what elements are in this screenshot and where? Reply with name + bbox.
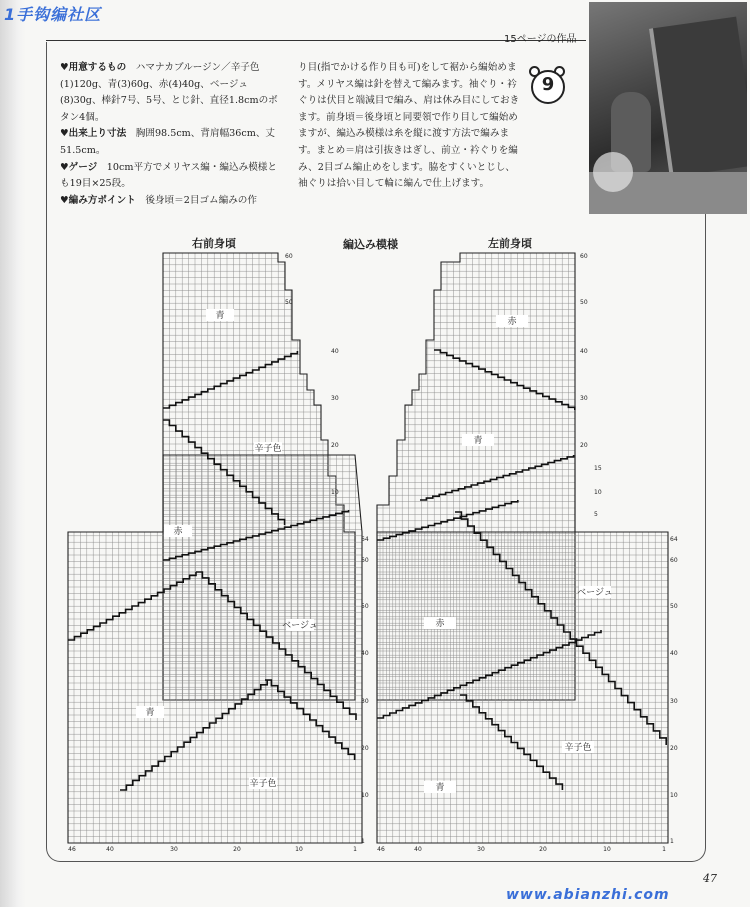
method-item: ♥編み方ポイント 後身頃＝2目ゴム編みの作 xyxy=(60,194,257,206)
rf-row-tick-lower: 40 xyxy=(361,650,369,657)
rf-row-tick-lower: 20 xyxy=(361,745,369,752)
lf-color-label: 辛子色 xyxy=(564,743,592,753)
rf-stitch-tick: 30 xyxy=(170,846,178,853)
rf-row-tick-lower: 50 xyxy=(361,603,369,610)
rf-stitch-tick: 10 xyxy=(295,846,303,853)
page-number: 47 xyxy=(703,872,717,885)
size-item: ♥出来上り寸法 胸囲98.5cm、背肩幅36cm、丈51.5cm。 xyxy=(60,128,276,156)
lf-stitch-tick: 40 xyxy=(414,846,422,853)
rf-row-tick-lower: 10 xyxy=(361,792,369,799)
rf-row-tick-upper: 30 xyxy=(331,395,339,402)
lf-row-tick-upper: 40 xyxy=(580,348,588,355)
right-front-upper-gridlines xyxy=(163,253,355,700)
lf-row-tick-upper: 15 xyxy=(594,465,602,472)
rf-row-tick-lower: 60 xyxy=(361,557,369,564)
right-front-upper-grid xyxy=(163,253,355,700)
materials-item: ♥用意するもの ハマナカブルージン／辛子色(1)120g、青(3)60g、赤(4)40g、ベージュ(8)30g、棒針7号、5号、とじ針、直径1.8cmのボタン4個。 xyxy=(60,62,278,123)
lf-stitch-tick: 1 xyxy=(662,846,666,853)
rf-color-label: 青 xyxy=(215,311,225,321)
lf-color-label: 赤 xyxy=(507,317,517,327)
rf-color-label: 赤 xyxy=(173,527,183,537)
rf-color-label: 辛子色 xyxy=(249,779,277,789)
rf-stitch-tick: 20 xyxy=(233,846,241,853)
right-front-title: 右前身頃 xyxy=(192,237,236,250)
lf-boundary-6 xyxy=(460,695,562,790)
watermark-top: 1手钩编社区 xyxy=(4,5,102,24)
left-front-title: 左前身頃 xyxy=(488,237,532,250)
rf-row-tick-upper: 50 xyxy=(285,299,293,306)
lf-row-tick-lower: 30 xyxy=(670,698,678,705)
rf-stitch-tick: 46 xyxy=(68,846,76,853)
lf-row-tick-upper: 60 xyxy=(580,253,588,260)
lf-row-tick-lower: 64 xyxy=(670,536,678,543)
lf-row-tick-upper: 10 xyxy=(594,489,602,496)
lf-color-label: 赤 xyxy=(435,619,445,629)
rf-stitch-tick: 40 xyxy=(106,846,114,853)
rf-boundary-6 xyxy=(120,680,267,790)
rf-boundary-1 xyxy=(163,351,297,408)
rf-row-tick-lower: 30 xyxy=(361,698,369,705)
lf-color-label: 青 xyxy=(473,436,483,446)
lf-boundary-2 xyxy=(420,455,574,500)
page-reference: 15ページの作品 xyxy=(504,34,577,45)
lf-boundary-4 xyxy=(455,512,666,745)
lf-color-label: ベージュ xyxy=(577,588,613,598)
lf-stitch-tick: 20 xyxy=(539,846,547,853)
watermark-bottom: www.abianzhi.com xyxy=(506,887,670,903)
lf-color-label: 青 xyxy=(435,783,445,793)
lf-stitch-tick: 10 xyxy=(603,846,611,853)
info-right-column: り目(指でかける作り目も可)をして裾から編始めます。メリヤス編は針を替えて編みます。袖ぐり・衿ぐりは伏目と端減目で編み、肩は休み目にしておきます。前身頃＝後身頃と同要領で作り目して編始めますが、編込み模様は糸を縦に渡す方法で編みます。まとめ＝肩は引抜きはぎし、前立・衿ぐりを編み、2目ゴム編止めをします。脇をすくいとじし、袖ぐりは拾い目して輪に編んで仕上げます。 xyxy=(298,62,520,190)
rf-color-label: 青 xyxy=(145,708,155,718)
rf-color-label: ベージュ xyxy=(282,621,318,631)
rf-row-tick-upper: 40 xyxy=(331,348,339,355)
lf-row-tick-lower: 1 xyxy=(670,838,674,845)
lf-row-tick-lower: 60 xyxy=(670,557,678,564)
rf-boundary-7 xyxy=(265,680,355,760)
lf-stitch-tick: 46 xyxy=(377,846,385,853)
lf-stitch-tick: 30 xyxy=(477,846,485,853)
lf-row-tick-lower: 10 xyxy=(670,792,678,799)
rf-stitch-tick: 1 xyxy=(353,846,357,853)
lf-row-tick-upper: 5 xyxy=(594,511,598,518)
lf-row-tick-lower: 50 xyxy=(670,603,678,610)
rf-row-tick-upper: 60 xyxy=(285,253,293,260)
lf-row-tick-upper: 30 xyxy=(580,395,588,402)
design-number: 9 xyxy=(541,74,555,95)
rf-color-label: 辛子色 xyxy=(254,444,282,454)
rf-row-tick-upper: 20 xyxy=(331,442,339,449)
gauge-item: ♥ゲージ 10cm平方でメリヤス編・編込み模様とも19目×25段。 xyxy=(60,161,277,190)
rf-row-tick-lower: 64 xyxy=(361,536,369,543)
lf-row-tick-upper: 20 xyxy=(580,442,588,449)
rf-row-tick-upper: 10 xyxy=(331,489,339,496)
lf-row-tick-lower: 20 xyxy=(670,745,678,752)
rf-boundary-5 xyxy=(196,572,356,720)
rf-row-tick-lower: 1 xyxy=(361,838,365,845)
rf-boundary-2 xyxy=(163,420,285,525)
pattern-title: 編込み模様 xyxy=(343,238,398,251)
lf-boundary-3 xyxy=(377,500,518,540)
lf-row-tick-upper: 50 xyxy=(580,299,588,306)
lf-row-tick-lower: 40 xyxy=(670,650,678,657)
